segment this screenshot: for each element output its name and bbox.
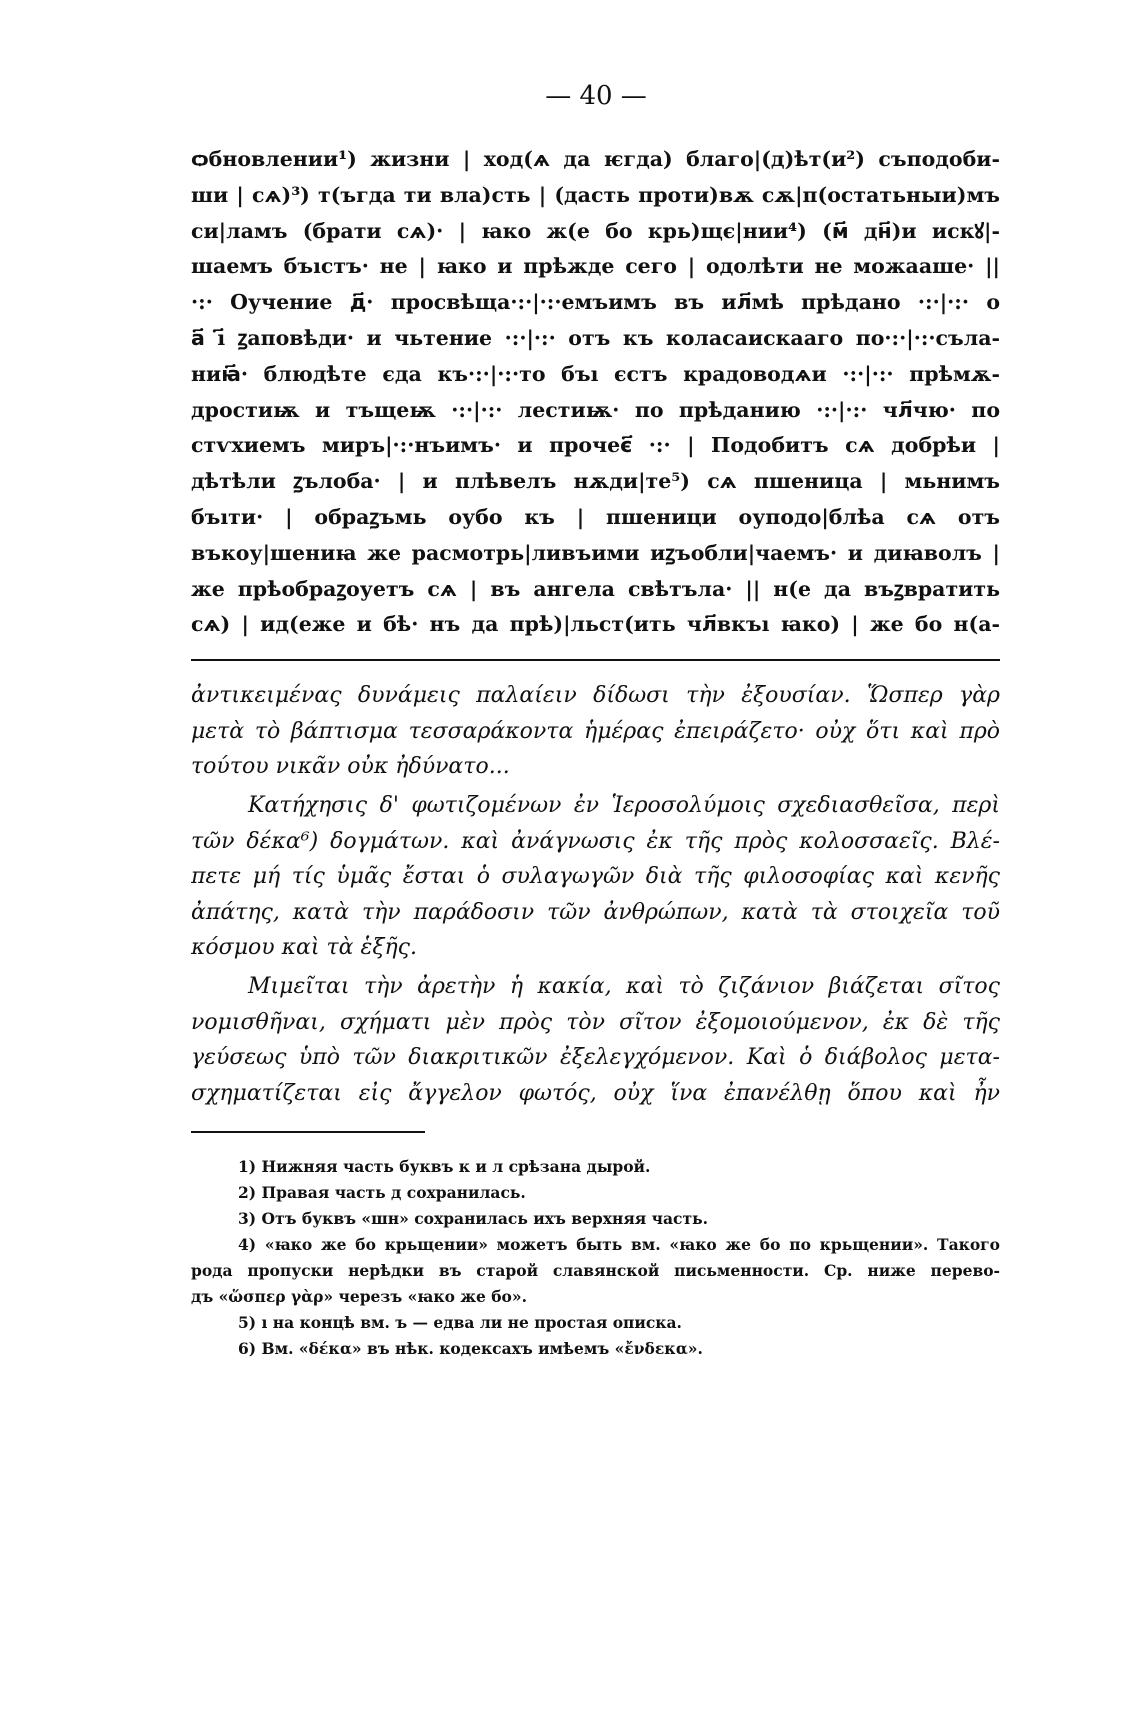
section-divider-rule bbox=[191, 659, 1000, 661]
footnote-5 bbox=[191, 1310, 1000, 1336]
slavonic-line: ѻбновлении¹) жизни | ход(ѧ да ѥгда) благо|(д)ѣт(и²) съподоби- bbox=[191, 147, 1000, 171]
footnote-line: 4) «ꙗко же бо крьщении» можетъ быть вм. «ꙗко же бо по крьщении». Такого bbox=[238, 1235, 1000, 1254]
greek-text-block bbox=[191, 678, 1000, 1111]
greek-paragraph bbox=[191, 788, 1000, 966]
greek-line: ἀντικειμένας δυνάμεις παλαίειν δίδωσι τὴν ἐξουσίαν. Ὥσπερ γὰρ bbox=[191, 683, 1000, 708]
footnote-line: дъ «ὥσπερ γὰρ» черезъ «ꙗко же бо». bbox=[191, 1287, 527, 1306]
slavonic-line: дѣтѣли ꙁълоба· | и плѣвелъ нѫди|те⁵) сѧ пшеница | мьнимъ bbox=[191, 469, 1000, 494]
slavonic-line: дростиѭ и тъщеѭ ·:·|·:· лестиѭ· по прѣданию ·:·|·:· чл҃чю· по bbox=[191, 397, 1000, 422]
greek-line: Κατήχησις δ' φωτιζομένων ἐν Ἱεροσολύμοις σχεδιασθεῖσα, περὶ bbox=[248, 793, 1000, 818]
footnote-line: 1) Нижняя часть буквъ к и л срѣзана дырой. bbox=[238, 1157, 651, 1176]
footnote-3 bbox=[191, 1206, 1000, 1232]
greek-line: κόσμου καὶ τὰ ἑξῆς. bbox=[191, 935, 417, 960]
slavonic-line: си|ламъ (брати сѧ)· | ꙗко ж(е бо крь)щє|нии⁴) (м҃ дн҃)и искꙋ|- bbox=[191, 218, 1000, 243]
slavonic-line: ·:· Оучение д҃· просвѣща·:·|·:·емъимъ въ ил҃мѣ прѣдано ·:·|·:· о bbox=[191, 290, 1000, 315]
footnote-line: рода пропуски нерѣдки въ старой славянской письменности. Ср. ниже перево- bbox=[191, 1261, 1000, 1280]
greek-line: γεύσεως ὑπὸ τῶν διακριτικῶν ἐξελεγχόμενον. Καὶ ὁ διάβολος μετα- bbox=[191, 1045, 1000, 1070]
greek-line: τούτου νικᾶν οὐκ ἠδύνατο... bbox=[191, 754, 510, 779]
footnote-line: 6) Вм. «δέκα» въ нѣк. кодексахъ имѣемъ «ἔνδεκα». bbox=[238, 1339, 703, 1358]
slavonic-line: въкоу|шениꙗ же расмотрь|ливъими иꙁъобли|чаемъ· и диꙗволъ | bbox=[191, 540, 1000, 565]
slavonic-line: бъıти· | обраꙁъмь оубо къ | пшеници оуподо|блѣа сѧ отъ bbox=[191, 504, 1000, 529]
greek-line: σχηματίζεται εἰς ἄγγελον φωτός, οὐχ ἵνα ἐπανέλθῃ ὅπου καὶ ἦν bbox=[191, 1080, 1000, 1106]
slavonic-text-block bbox=[191, 142, 1000, 643]
slavonic-line: а҃ ı҃ ꙁаповѣди· и чьтение ·:·|·:· отъ къ коласаискааго по·:·|·:·съла- bbox=[191, 325, 1000, 350]
greek-line: νομισθῆναι, σχήματι μὲν πρὸς τὸν σῖτον ἐξομοιούμενον, ἐκ δὲ τῆς bbox=[191, 1009, 1000, 1035]
footnote-line: 3) Отъ буквъ «шн» сохранилась ихъ верхняя часть. bbox=[238, 1209, 708, 1228]
greek-line: πετε μή τίς ὑμᾶς ἔσται ὁ συλαγωγῶν διὰ τῆς φιλοσοφίας καὶ κενῆς bbox=[191, 864, 1000, 889]
footnote-line: 5) ı на концѣ вм. ъ — едва ли не простая описка. bbox=[238, 1313, 682, 1332]
greek-line: τῶν δέκα⁶) δογμάτων. καὶ ἀνάγνωσις ἐκ τῆς πρὸς κολοσσαεῖς. Βλέ- bbox=[191, 828, 1000, 854]
slavonic-line: ниꙗ҃· блюдѣте єда къ·:·|·:·то бъı єстъ крадоводѧи ·:·|·:· прѣмѫ- bbox=[191, 361, 1000, 386]
slavonic-line: сѧ) | ид(еже и бѣ· нъ да прѣ)|льст(ить чл҃вкъı ꙗко) | же бо н(а- bbox=[191, 612, 1000, 637]
page-number: — 40 — bbox=[545, 81, 647, 111]
footnote-6 bbox=[191, 1336, 1000, 1362]
greek-line: ἀπάτης, κατὰ τὴν παράδοσιν τῶν ἀνθρώπων, κατὰ τὰ στοιχεῖα τοῦ bbox=[191, 899, 1000, 925]
footnote-1 bbox=[191, 1154, 1000, 1180]
slavonic-line: ши | сѧ)³) т(ъгда ти вла)сть | (дасть проти)вѫ сѫ|п(остатьныи)мъ bbox=[191, 182, 1000, 207]
slavonic-line: стѵхиемъ миръ|·:·нъимъ· и прочеє҃ ·:· | Подобитъ сѧ добрѣи | bbox=[191, 433, 1000, 458]
slavonic-line: шаемъ бъıстъ· не | ꙗко и прѣжде сего | одолѣти не можааше· || bbox=[191, 254, 1000, 279]
greek-line: Μιμεῖται τὴν ἀρετὴν ἡ κακία, καὶ τὸ ζιζάνιον βιάζεται σῖτος bbox=[248, 974, 1000, 999]
greek-line: μετὰ τὸ βάπτισμα τεσσαράκοντα ἡμέρας ἐπειράζετο· οὐχ ὅτι καὶ πρὸ bbox=[191, 718, 1000, 744]
footnote-separator-rule bbox=[191, 1131, 425, 1133]
greek-paragraph bbox=[191, 969, 1000, 1111]
footnote-line: 2) Правая часть д сохранилась. bbox=[238, 1183, 526, 1202]
footnote-2 bbox=[191, 1180, 1000, 1206]
greek-paragraph bbox=[191, 678, 1000, 785]
footnotes-block bbox=[191, 1154, 1000, 1362]
slavonic-line: же прѣобраꙁоуетъ сѧ | въ ангела свѣтъла· || н(е да въꙁвратить bbox=[191, 576, 1000, 601]
footnote-4 bbox=[191, 1232, 1000, 1310]
